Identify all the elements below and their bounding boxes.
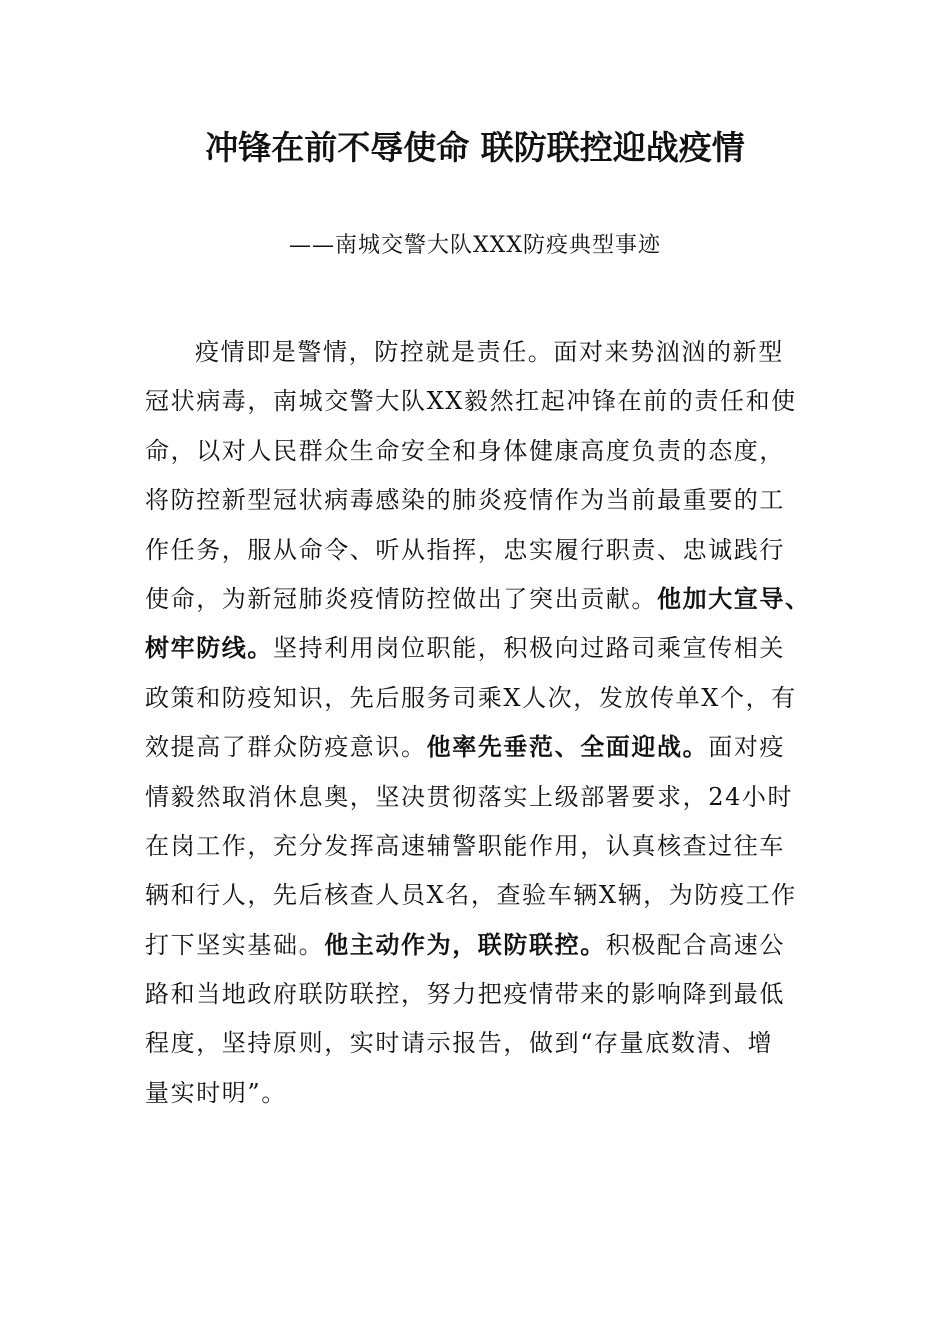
paragraph-line: 政策和防疫知识，先后服务司乘X人次，发放传单X个，有 [145,683,797,712]
bold-highlight: 他主动作为，联防联控。 [324,930,606,959]
paragraph-line: 程度，坚持原则，实时请示报告，做到“存量底数清、增 [145,1029,774,1058]
bold-highlight: 他率先垂范、全面迎战。 [426,733,709,762]
paragraph-line: 命，以对人民群众生命安全和身体健康高度负责的态度， [145,436,785,465]
text-run: 积极配合高速公 [605,930,786,959]
paragraph-line: 路和当地政府联防联控，努力把疫情带来的影响降到最低 [145,980,785,1009]
paragraph-line: 作任务，服从命令、听从指挥，忠实履行职责、忠诚践行 [145,535,785,564]
text-run: 坚持利用岗位职能，积极向过路司乘宣传相关 [273,634,785,663]
document-subtitle: ——南城交警大队XXX防疫典型事迹 [289,233,661,258]
text-run: 效提高了群众防疫意识。 [145,733,427,762]
paragraph-line [145,723,815,772]
paragraph-line [145,624,815,673]
paragraph-line: 冠状病毒，南城交警大队XX毅然扛起冲锋在前的责任和使 [145,387,797,416]
text-run: 打下坚实基础。 [145,930,325,959]
paragraph-line: 将防控新型冠状病毒感染的肺炎疫情作为当前最重要的工 [145,486,785,515]
document-title: 冲锋在前不辱使命 联防联控迎战疫情 [205,128,745,167]
body-paragraph [145,328,815,1118]
paragraph-line: 辆和行人，先后核查人员X名，查验车辆X辆，为防疫工作 [145,881,797,910]
paragraph-line [145,575,815,624]
paragraph-line [145,921,815,970]
paragraph-line: 量实时明”。 [145,1078,287,1107]
paragraph-line: 在岗工作，充分发挥高速辅警职能作用，认真核查过往车 [145,831,785,860]
text-run: 面对疫 [708,733,786,762]
paragraph-line: 疫情即是警情，防控就是责任。面对来势汹汹的新型 [195,338,784,366]
bold-highlight: 他加大宣导、 [657,584,811,613]
text-run: 使命，为新冠肺炎疫情防控做出了突出贡献。 [145,584,657,613]
paragraph-line: 情毅然取消休息奥，坚决贯彻落实上级部署要求，24小时 [145,782,794,811]
bold-highlight: 树牢防线。 [145,634,273,663]
